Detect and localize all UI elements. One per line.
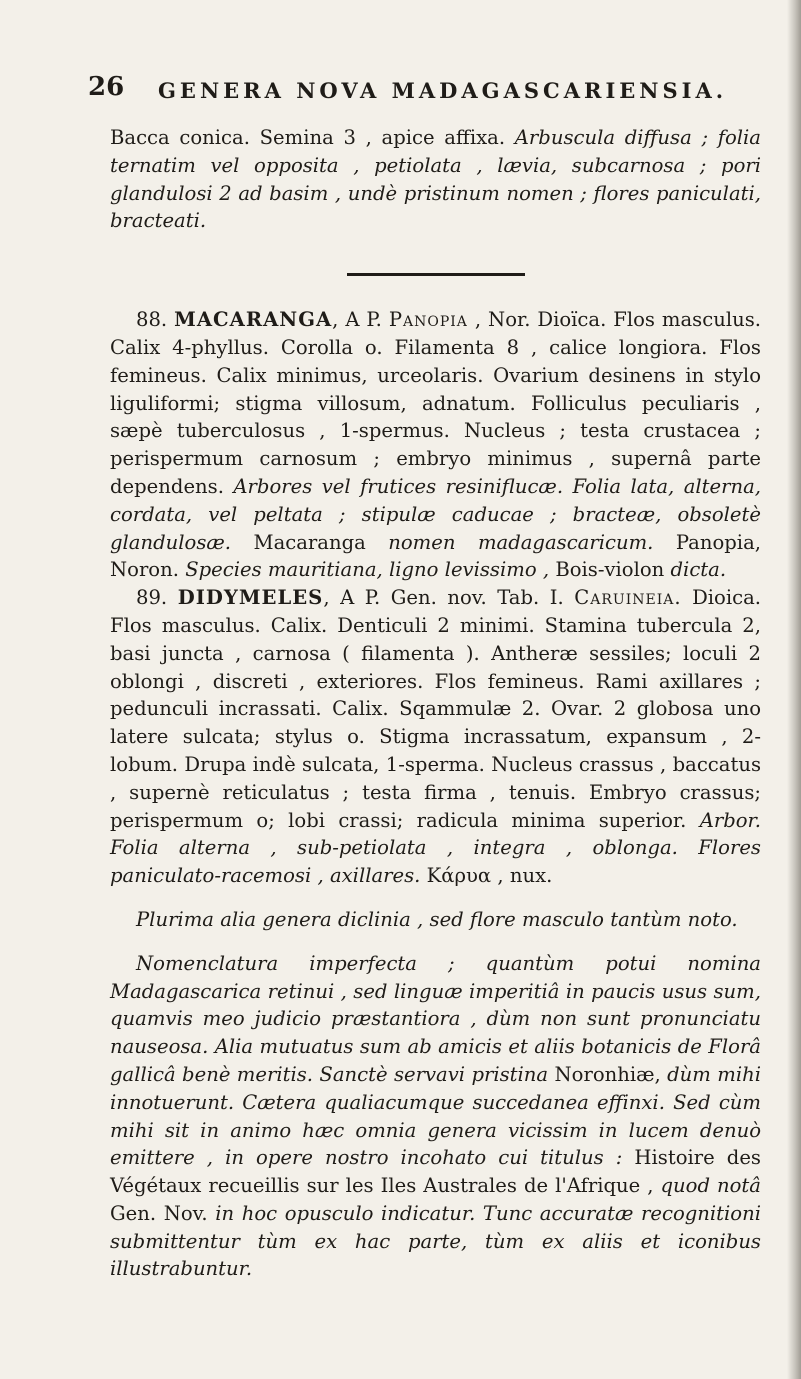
paragraph-gap [110, 934, 761, 950]
entry-macaranga: 88. MACARANGA, A P. Panopia , Nor. Dioïca. Flos masculus. Calix 4-phyllus. Corolla o. Filamenta 8 , calice longiora. Flos femineus. Calix minimus, urceolaris. Ovarium desinens in stylo liguliformi; stigma villosum, adnatum. Folliculus peculiaris , sæpè tuberculosus , 1-spermus. Nucleus ; testa crustacea ; perispermum carnosum ; embryo minimus , supernâ parte dependens. Arbores vel frutices resiniflucæ. Folia lata, alterna, cordata, vel peltata ; stipulæ caducae ; bracteæ, obsoletè glandulosæ. Macaranga nomen madagascaricum. Panopia, Noron. Species mauritiana, ligno levissimo , Bois-violon dicta. [110, 308, 762, 582]
synonym: Caruineia. [574, 586, 682, 610]
genus-name: MACARANGA [174, 308, 333, 332]
running-head: GENERA NOVA MADAGASCARIENSIA. [158, 78, 728, 103]
synonym: Panopia [388, 308, 468, 332]
paragraph-bacca: Bacca conica. Semina 3 , apice affixa. Arbuscula diffusa ; folia ternatim vel opposita , petiolata , lævia, subcarnosa ; pori glandulosi 2 ad basim , undè pristinum nomen ; flores paniculati, bracteati. [110, 126, 761, 233]
genus-name: DIDYMELES [177, 586, 324, 610]
paragraph-gap [110, 890, 761, 906]
page-number: 26 [88, 72, 125, 102]
paragraph-nomenclatura: Nomenclatura imperfecta ; quantùm potui nomina Madagascarica retinui , sed linguæ imperitiâ in paucis usus sum, quamvis meo judicio præstantiora , dùm non sunt pronunciatu nauseosa. Alia mutuatus sum ab amicis et aliis botanicis de Florâ gallicâ benè meritis. Sanctè servavi pristina Noronhiæ, dùm mihi innotuerunt. Cætera qualiacumque succedanea effinxi. Sed cùm mihi sit in animo hæc omnia genera vicissim in lucem denuò emittere , in opere nostro incohato cui titulus : Histoire des Végétaux recueillis sur les Iles Australes de l'Afrique , quod notâ Gen. Nov. in hoc opusculo indicatur. Tunc accuratæ recognitioni submittentur tùm ex hac parte, tùm ex aliis et iconibus illustrabuntur. [110, 951, 761, 1281]
page-body [110, 124, 761, 1283]
paragraph-plurima: Plurima alia genera diclinia , sed flore masculo tantùm noto. [136, 907, 738, 931]
page-edge-shadow [787, 0, 801, 1379]
entry-didymeles: 89. DIDYMELES, A P. Gen. nov. Tab. I. Caruineia. Dioica. Flos masculus. Calix. Denticuli 2 minimi. Stamina tubercula 2, basi juncta , carnosa ( filamenta ). Antheræ sessiles; loculi 2 oblongi , discreti , exteriores. Flos femineus. Rami axillares ; pedunculi incrassati. Calix. Sqammulæ 2. Ovar. 2 globosa uno latere sulcata; stylus o. Stigma incrassatum, expansum , 2-lobum. Drupa indè sulcata, 1-sperma. Nucleus crassus , baccatus , supernè reticulatus ; testa firma , tenuis. Embryo crassus; perispermum o; lobi crassi; radicula minima superior. Arbor. Folia alterna , sub-petiolata , integra , oblonga. Flores paniculato-racemosi , axillares. Κάρυα , nux. [110, 586, 762, 888]
section-divider [347, 273, 525, 276]
